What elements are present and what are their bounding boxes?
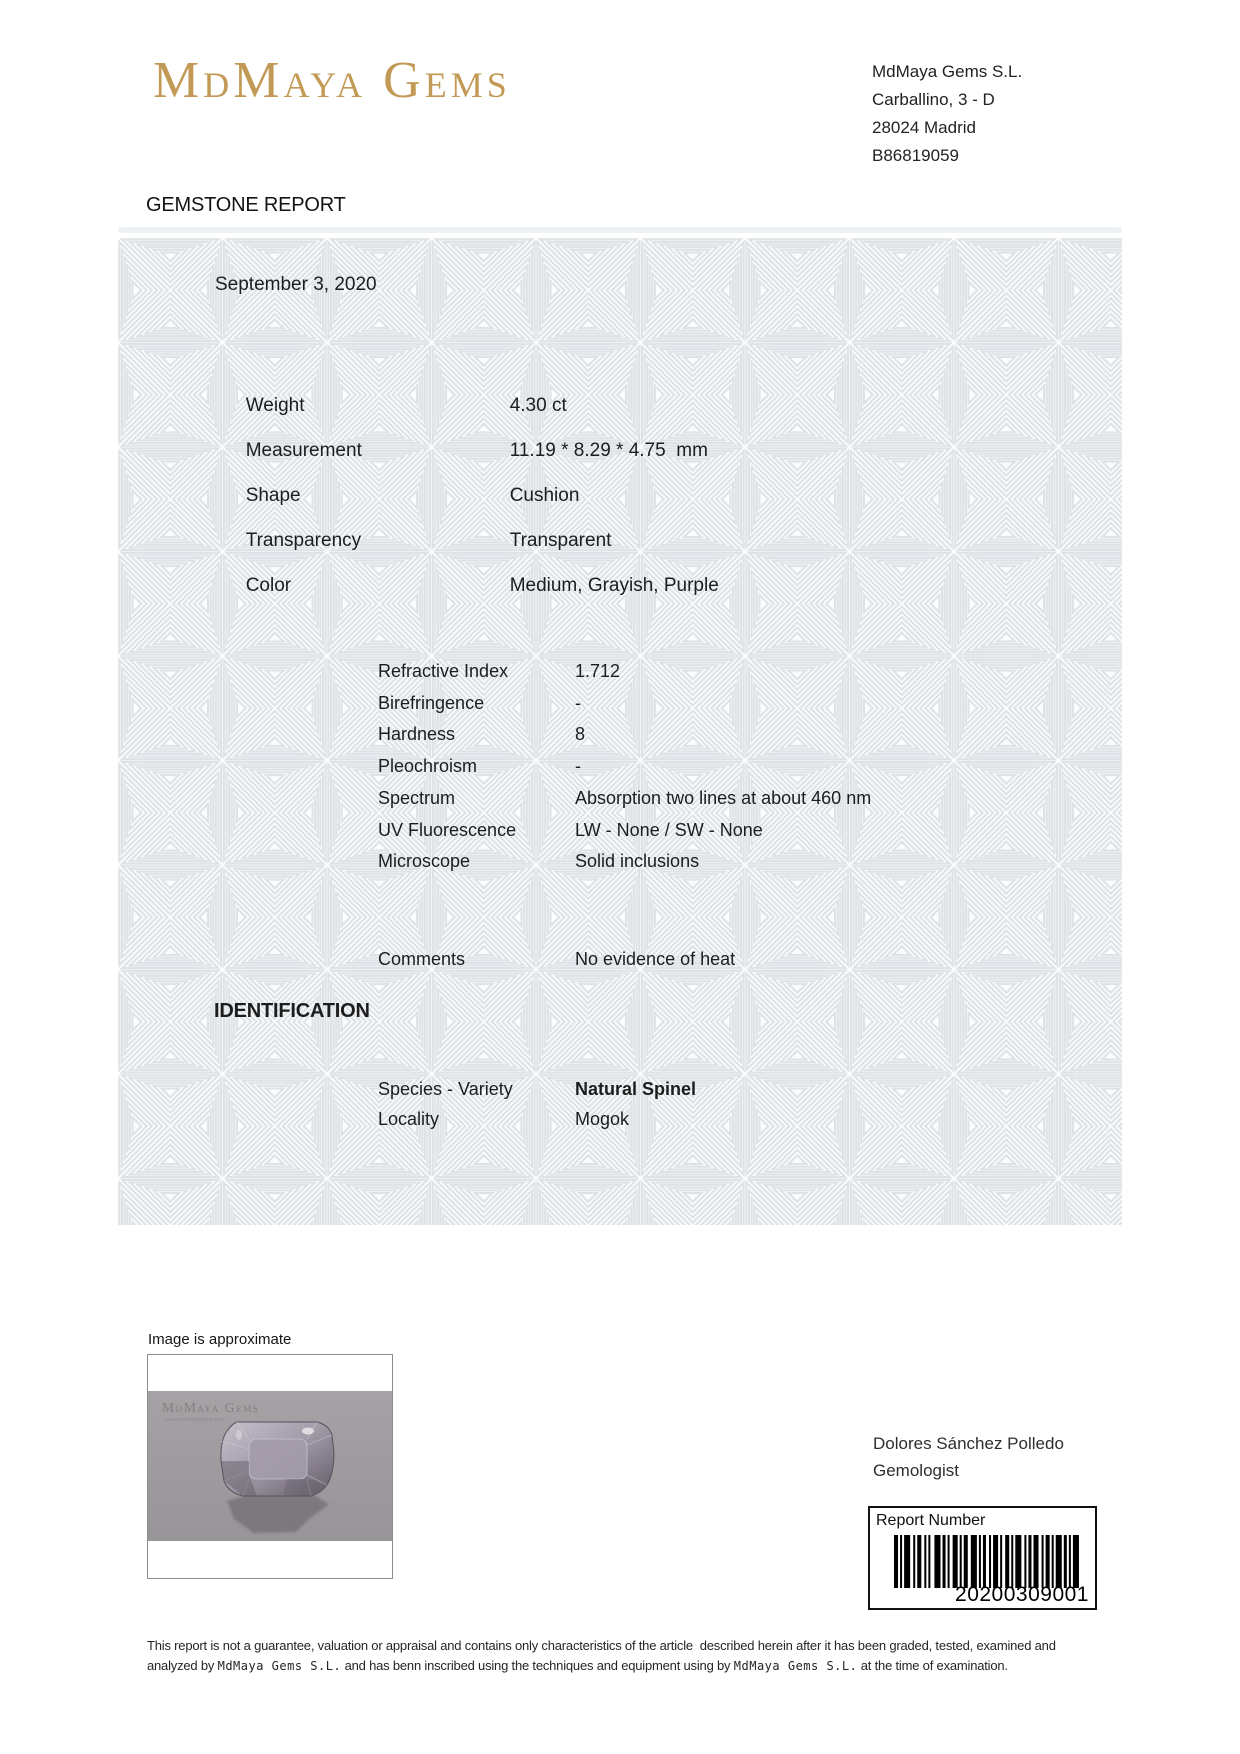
- barcode: [894, 1535, 1082, 1588]
- identification-value: Mogok: [575, 1109, 630, 1129]
- disclaimer-text: and has benn inscribed using the techniques and equipment using by: [341, 1657, 734, 1673]
- report-title: GEMSTONE REPORT: [146, 194, 346, 216]
- property-label: Birefringence: [378, 693, 485, 713]
- property-value: -: [575, 693, 582, 713]
- comments-row: [348, 928, 735, 991]
- detail-value: Cushion: [509, 485, 580, 506]
- logo: MdMaya Gems: [153, 52, 511, 109]
- company-address-line1: Carballino, 3 - D: [872, 90, 995, 109]
- identification-value: Natural Spinel: [575, 1079, 697, 1099]
- gem-photo: [148, 1391, 392, 1541]
- property-label: Pleochroism: [378, 756, 478, 776]
- disclaimer-text: at the time of examination.: [857, 1657, 1008, 1673]
- pattern-top-edge: [118, 227, 1122, 233]
- detail-value: Medium, Grayish, Purple: [509, 575, 719, 596]
- identification-heading: IDENTIFICATION: [214, 1000, 370, 1022]
- comments-label: Comments: [378, 949, 466, 969]
- detail-label: Measurement: [245, 440, 362, 461]
- report-body: [118, 238, 1122, 1225]
- detail-row-color: [214, 553, 719, 619]
- detail-label: Shape: [245, 485, 301, 506]
- detail-label: Weight: [245, 395, 305, 416]
- photo-watermark-url: www.mdmayagems.com: [165, 1417, 225, 1423]
- identification-label: Locality: [378, 1109, 440, 1129]
- disclaimer: [147, 1636, 1067, 1676]
- property-value: -: [575, 756, 582, 776]
- gemologist-title: Gemologist: [873, 1461, 959, 1480]
- detail-label: Transparency: [245, 530, 362, 551]
- detail-value: 4.30 ct: [509, 395, 567, 416]
- property-label: Hardness: [378, 724, 456, 744]
- comments-value: No evidence of heat: [575, 949, 736, 969]
- report-number-label: Report Number: [876, 1512, 986, 1529]
- disclaimer-brand: MdMaya Gems S.L.: [217, 1658, 342, 1673]
- report-number-value: 20200309001: [955, 1583, 1089, 1606]
- property-value: LW - None / SW - None: [575, 820, 763, 840]
- gemologist-name: Dolores Sánchez Polledo: [873, 1434, 1064, 1453]
- company-name: MdMaya Gems S.L.: [872, 62, 1023, 81]
- property-row-microscope: [348, 830, 699, 893]
- company-info: [872, 58, 1022, 170]
- company-address-line2: 28024 Madrid: [872, 118, 976, 137]
- property-value: Solid inclusions: [575, 851, 700, 871]
- report-date: September 3, 2020: [215, 274, 377, 295]
- company-tax-id: B86819059: [872, 146, 959, 165]
- property-value: 1.712: [575, 661, 621, 681]
- property-label: Microscope: [378, 851, 471, 871]
- property-label: UV Fluorescence: [378, 820, 517, 840]
- photo-watermark: MdMaya Gems: [162, 1400, 260, 1415]
- detail-value: Transparent: [509, 530, 612, 551]
- identification-label: Species - Variety: [378, 1079, 513, 1099]
- disclaimer-text: This report is not a guarantee, valuation or appraisal and contains only characteristics of the article described herein after it has been graded, tested, examined and analyzed by: [147, 1638, 1060, 1673]
- disclaimer-brand: MdMaya Gems S.L.: [733, 1658, 858, 1673]
- property-label: Refractive Index: [378, 661, 509, 681]
- detail-label: Color: [245, 575, 292, 596]
- property-value: Absorption two lines at about 460 nm: [575, 788, 872, 808]
- report-number-box: [868, 1506, 1097, 1610]
- property-label: Spectrum: [378, 788, 456, 808]
- identification-row-locality: [348, 1088, 629, 1151]
- signature-block: [873, 1430, 1064, 1484]
- gem: [221, 1422, 334, 1496]
- detail-value: 11.19 * 8.29 * 4.75 mm: [509, 440, 708, 461]
- property-value: 8: [575, 724, 586, 744]
- gem-photo-frame: [147, 1354, 393, 1579]
- photo-caption: Image is approximate: [148, 1331, 292, 1348]
